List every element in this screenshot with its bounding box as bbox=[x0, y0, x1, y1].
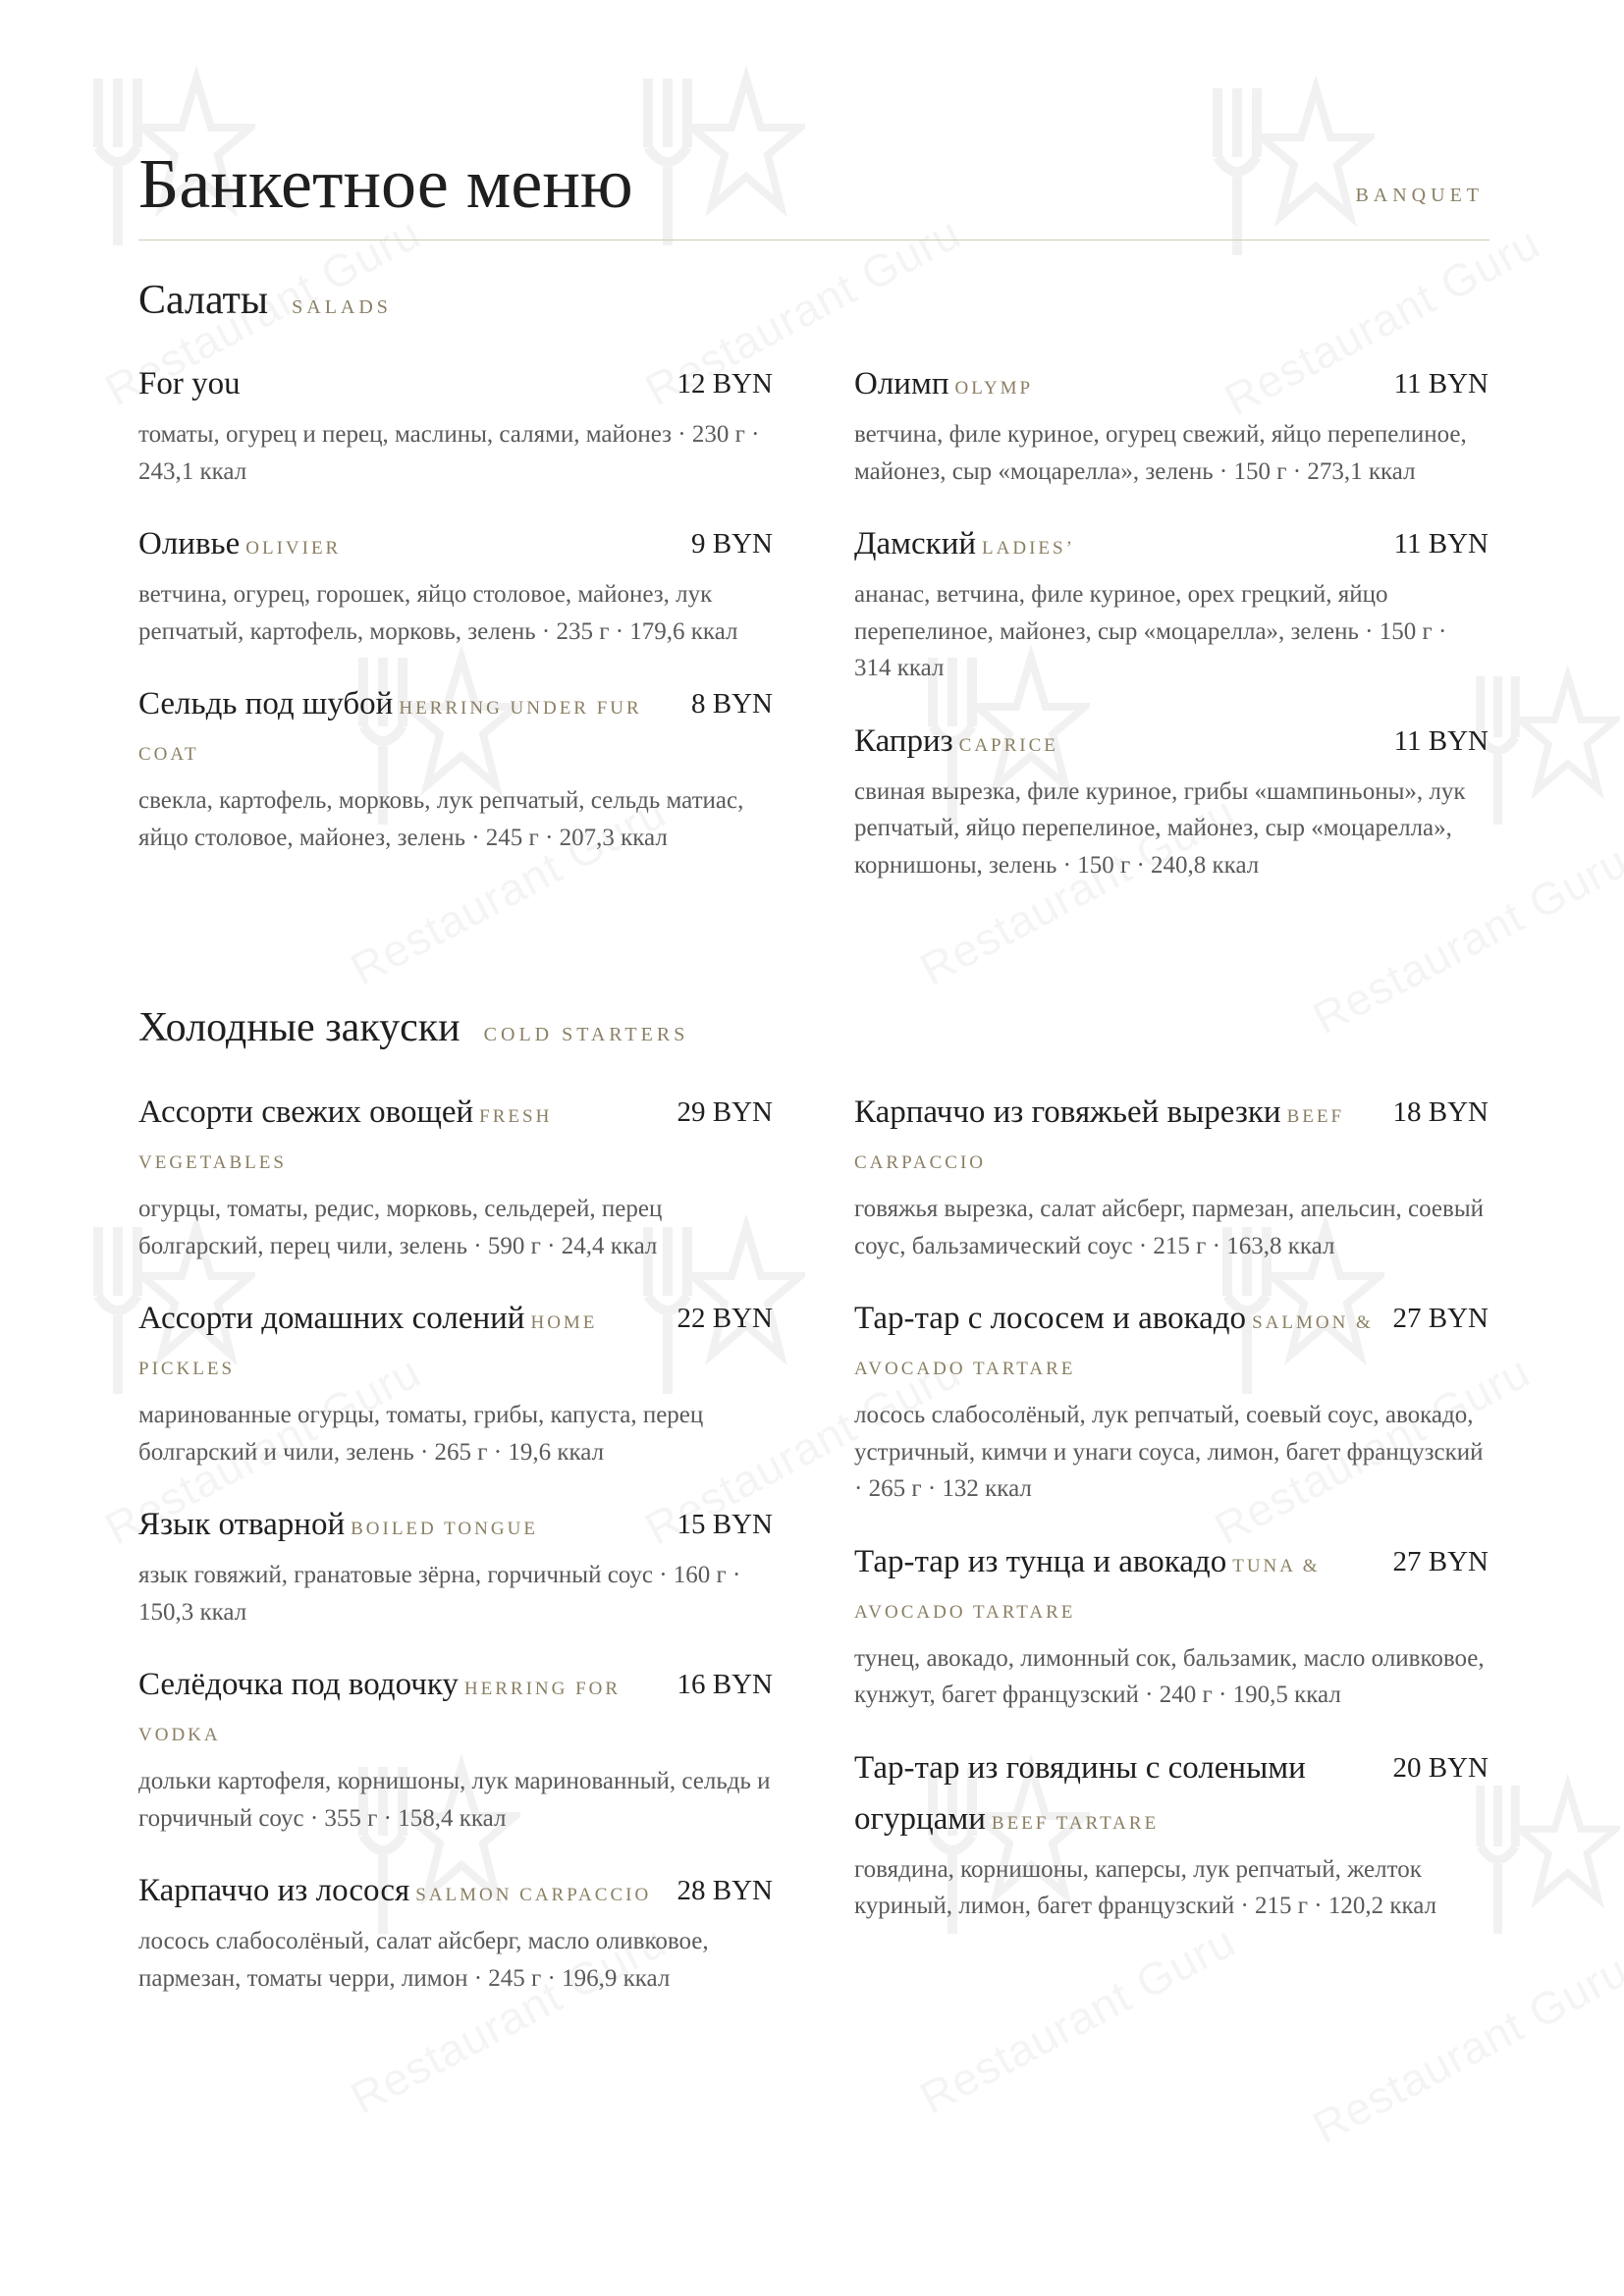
menu-item bbox=[138, 1296, 773, 1470]
menu-item bbox=[854, 1745, 1489, 1925]
menu-item bbox=[854, 1296, 1489, 1508]
item-description: томаты, огурец и перец, маслины, салями, майонез · 230 г · 243,1 ккал bbox=[138, 421, 760, 485]
menu-item bbox=[854, 521, 1489, 687]
item-description: лосось слабосолёный, лук репчатый, соевый соус, авокадо, устричный, кимчи и унаги соуса, лимон, багет французский · 265 г · 132 ккал bbox=[854, 1402, 1484, 1502]
item-name-en: BOILED TONGUE bbox=[351, 1519, 538, 1539]
item-name: Дамский bbox=[854, 526, 977, 561]
item-description: ананас, ветчина, филе куриное, орех грецкий, яйцо перепелиное, майонез, сыр «моцарелла», зелень · 150 г · 314 ккал bbox=[854, 581, 1447, 681]
item-description: огурцы, томаты, редис, морковь, сельдерей, перец болгарский, перец чили, зелень · 590 г · 24,4 ккал bbox=[138, 1196, 663, 1259]
page-subtitle: BANQUET bbox=[1355, 185, 1484, 206]
section-subtitle: COLD STARTERS bbox=[483, 1024, 689, 1045]
item-name-en: SALMON & AVOCADO TARTARE bbox=[854, 1312, 1374, 1379]
menu-item bbox=[854, 1090, 1489, 1264]
menu-header bbox=[138, 135, 1489, 240]
item-name: For you bbox=[138, 366, 241, 401]
item-name: Селёдочка под водочку bbox=[138, 1667, 459, 1702]
salads-right-column bbox=[854, 361, 1489, 915]
section-subtitle: SALADS bbox=[292, 296, 392, 318]
watermark-text bbox=[1304, 1944, 1624, 2154]
menu-item bbox=[854, 361, 1489, 490]
menu-item bbox=[854, 1539, 1489, 1714]
item-price: 9 BYN bbox=[691, 528, 773, 560]
item-price: 18 BYN bbox=[1392, 1096, 1489, 1128]
item-price: 11 BYN bbox=[1393, 368, 1489, 400]
item-name-en: BEEF TARTARE bbox=[991, 1812, 1160, 1834]
item-price: 22 BYN bbox=[677, 1303, 773, 1334]
item-name: Ассорти домашних солений bbox=[138, 1301, 525, 1336]
item-description: свекла, картофель, морковь, лук репчатый, сельдь матиас, яйцо столовое, майонез, зелень · 245 г · 207,3 ккал bbox=[138, 787, 744, 851]
item-price: 27 BYN bbox=[1392, 1303, 1489, 1334]
salads-left-column bbox=[138, 361, 773, 887]
section-heading-salads bbox=[138, 277, 392, 324]
item-description: говяжья вырезка, салат айсберг, пармезан, апельсин, соевый соус, бальзамический соус · 215 г · 163,8 ккал bbox=[854, 1196, 1485, 1259]
menu-item bbox=[138, 1502, 773, 1630]
menu-item bbox=[138, 1868, 773, 1997]
item-description: лосось слабосолёный, салат айсберг, масло оливковое, пармезан, томаты черри, лимон · 245 г · 196,9 ккал bbox=[138, 1928, 709, 1992]
item-name-en: OLYMP bbox=[954, 378, 1034, 399]
item-name-en: HOME PICKLES bbox=[138, 1312, 598, 1379]
menu-item bbox=[138, 1662, 773, 1837]
item-name: Тар-тар из говядины с солеными огурцами bbox=[854, 1749, 1306, 1837]
menu-item bbox=[138, 681, 773, 856]
menu-item bbox=[138, 1090, 773, 1264]
item-name: Каприз bbox=[854, 722, 953, 759]
item-name-en: HERRING FOR VODKA bbox=[138, 1679, 622, 1745]
item-description: тунец, авокадо, лимонный сок, бальзамик, масло оливковое, кунжут, багет французский · 240 г · 190,5 ккал bbox=[854, 1644, 1485, 1708]
item-description: свиная вырезка, филе куриное, грибы «шампиньоны», лук репчатый, яйцо перепелиное, майонез, сыр «моцарелла», корнишоны, зелень · 150 г · 240,8 ккал bbox=[854, 777, 1466, 879]
item-description: говядина, корнишоны, каперсы, лук репчатый, желток куриный, лимон, багет французский · 215 г · 120,2 ккал bbox=[854, 1855, 1437, 1919]
item-description: язык говяжий, гранатовые зёрна, горчичный соус · 160 г · 150,3 ккал bbox=[138, 1562, 741, 1626]
item-name-en: LADIES’ bbox=[982, 538, 1075, 559]
menu-item bbox=[138, 521, 773, 650]
item-price: 28 BYN bbox=[677, 1875, 773, 1906]
item-name: Оливье bbox=[138, 526, 241, 561]
item-name: Тар-тар из тунца и авокадо bbox=[854, 1543, 1227, 1579]
item-name: Язык отварной bbox=[138, 1507, 346, 1542]
section-heading-cold-starters bbox=[138, 1004, 688, 1051]
item-name-en: SALMON CARPACCIO bbox=[415, 1885, 652, 1905]
item-description: маринованные огурцы, томаты, грибы, капуста, перец болгарский и чили, зелень · 265 г · 19,6 ккал bbox=[138, 1402, 704, 1466]
item-name: Сельдь под шубой bbox=[138, 686, 394, 721]
item-name-en: TUNA & AVOCADO TARTARE bbox=[854, 1555, 1321, 1623]
menu-item bbox=[854, 719, 1489, 884]
item-name: Карпаччо из говяжьей вырезки bbox=[854, 1095, 1281, 1130]
item-description: ветчина, филе куриное, огурец свежий, яйцо перепелиное, майонез, сыр «моцарелла», зелень · 150 г · 273,1 ккал bbox=[854, 421, 1467, 485]
item-price: 8 BYN bbox=[691, 688, 773, 720]
item-name: Карпаччо из лосося bbox=[138, 1873, 410, 1908]
item-price: 27 BYN bbox=[1392, 1545, 1489, 1577]
item-description: дольки картофеля, корнишоны, лук маринованный, сельдь и горчичный соус · 355 г · 158,4 ккал bbox=[138, 1768, 771, 1832]
item-description: ветчина, огурец, горошек, яйцо столовое, майонез, лук репчатый, картофель, морковь, зелень · 235 г · 179,6 ккал bbox=[138, 581, 738, 645]
item-price: 15 BYN bbox=[677, 1509, 773, 1540]
item-name-en: OLIVIER bbox=[245, 538, 342, 559]
cold-starters-right-column bbox=[854, 1090, 1489, 1956]
item-price: 16 BYN bbox=[677, 1669, 773, 1700]
section-title: Салаты bbox=[138, 278, 269, 323]
menu-item bbox=[138, 361, 773, 490]
item-name-en: BEEF CARPACCIO bbox=[854, 1106, 1345, 1173]
item-price: 11 BYN bbox=[1393, 724, 1489, 757]
page-title: Банкетное меню bbox=[138, 144, 633, 223]
item-name-en: FRESH VEGETABLES bbox=[138, 1106, 553, 1173]
item-name-en: HERRING UNDER FUR COAT bbox=[138, 698, 642, 765]
item-price: 20 BYN bbox=[1392, 1751, 1489, 1784]
item-price: 12 BYN bbox=[677, 368, 773, 400]
section-title: Холодные закуски bbox=[138, 1005, 460, 1050]
item-price: 11 BYN bbox=[1393, 528, 1489, 560]
item-name: Ассорти свежих овощей bbox=[138, 1095, 474, 1130]
item-price: 29 BYN bbox=[677, 1096, 773, 1128]
item-name: Тар-тар с лососем и авокадо bbox=[854, 1301, 1247, 1336]
item-name: Олимп bbox=[854, 366, 949, 401]
item-name-en: CAPRICE bbox=[958, 734, 1058, 756]
cold-starters-left-column bbox=[138, 1090, 773, 2028]
